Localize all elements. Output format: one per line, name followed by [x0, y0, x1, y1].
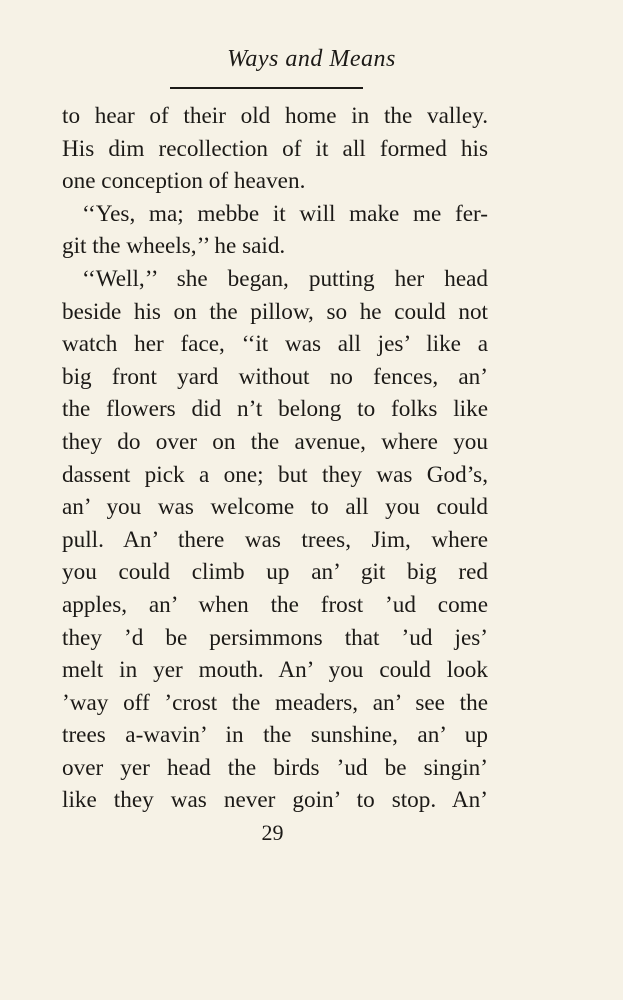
page-number: 29: [261, 820, 284, 845]
text-line: dassent pick a one; but they was God’s,: [62, 461, 488, 488]
text-line: trees a-wavin’ in the sunshine, an’ up: [62, 722, 488, 749]
text-line: they ’d be persimmons that ’ud jes’: [62, 624, 488, 651]
text-line: beside his on the pillow, so he could not: [62, 298, 488, 325]
body-text: [62, 100, 488, 817]
text-line: ‘‘Well,’’ she began, putting her head: [82, 265, 488, 292]
header-rule: [170, 87, 363, 89]
text-line: one conception of heaven.: [62, 168, 306, 195]
text-line: big front yard without no fences, an’: [62, 363, 488, 390]
text-line: the flowers did n’t belong to folks like: [62, 396, 488, 423]
text-line: you could climb up an’ git big red: [62, 559, 488, 586]
text-line: ‘‘Yes, ma; mebbe it will make me fer-: [82, 200, 488, 227]
text-line: apples, an’ when the frost ’ud come: [62, 591, 488, 618]
text-line: His dim recollection of it all formed his: [62, 135, 488, 162]
text-line: pull. An’ there was trees, Jim, where: [62, 526, 488, 553]
text-line: ’way off ’crost the meaders, an’ see the: [62, 689, 488, 716]
text-line: melt in yer mouth. An’ you could look: [62, 657, 488, 684]
text-line: git the wheels,’’ he said.: [62, 233, 286, 260]
text-line: they do over on the avenue, where you: [62, 428, 488, 455]
text-line: watch her face, ‘‘it was all jes’ like a: [62, 331, 488, 358]
text-line: over yer head the birds ’ud be singin’: [62, 754, 488, 781]
text-line: an’ you was welcome to all you could: [62, 494, 488, 521]
running-title: Ways and Means: [227, 46, 396, 72]
text-line: to hear of their old home in the valley.: [62, 103, 488, 129]
text-line: like they was never goin’ to stop. An’: [62, 787, 488, 814]
